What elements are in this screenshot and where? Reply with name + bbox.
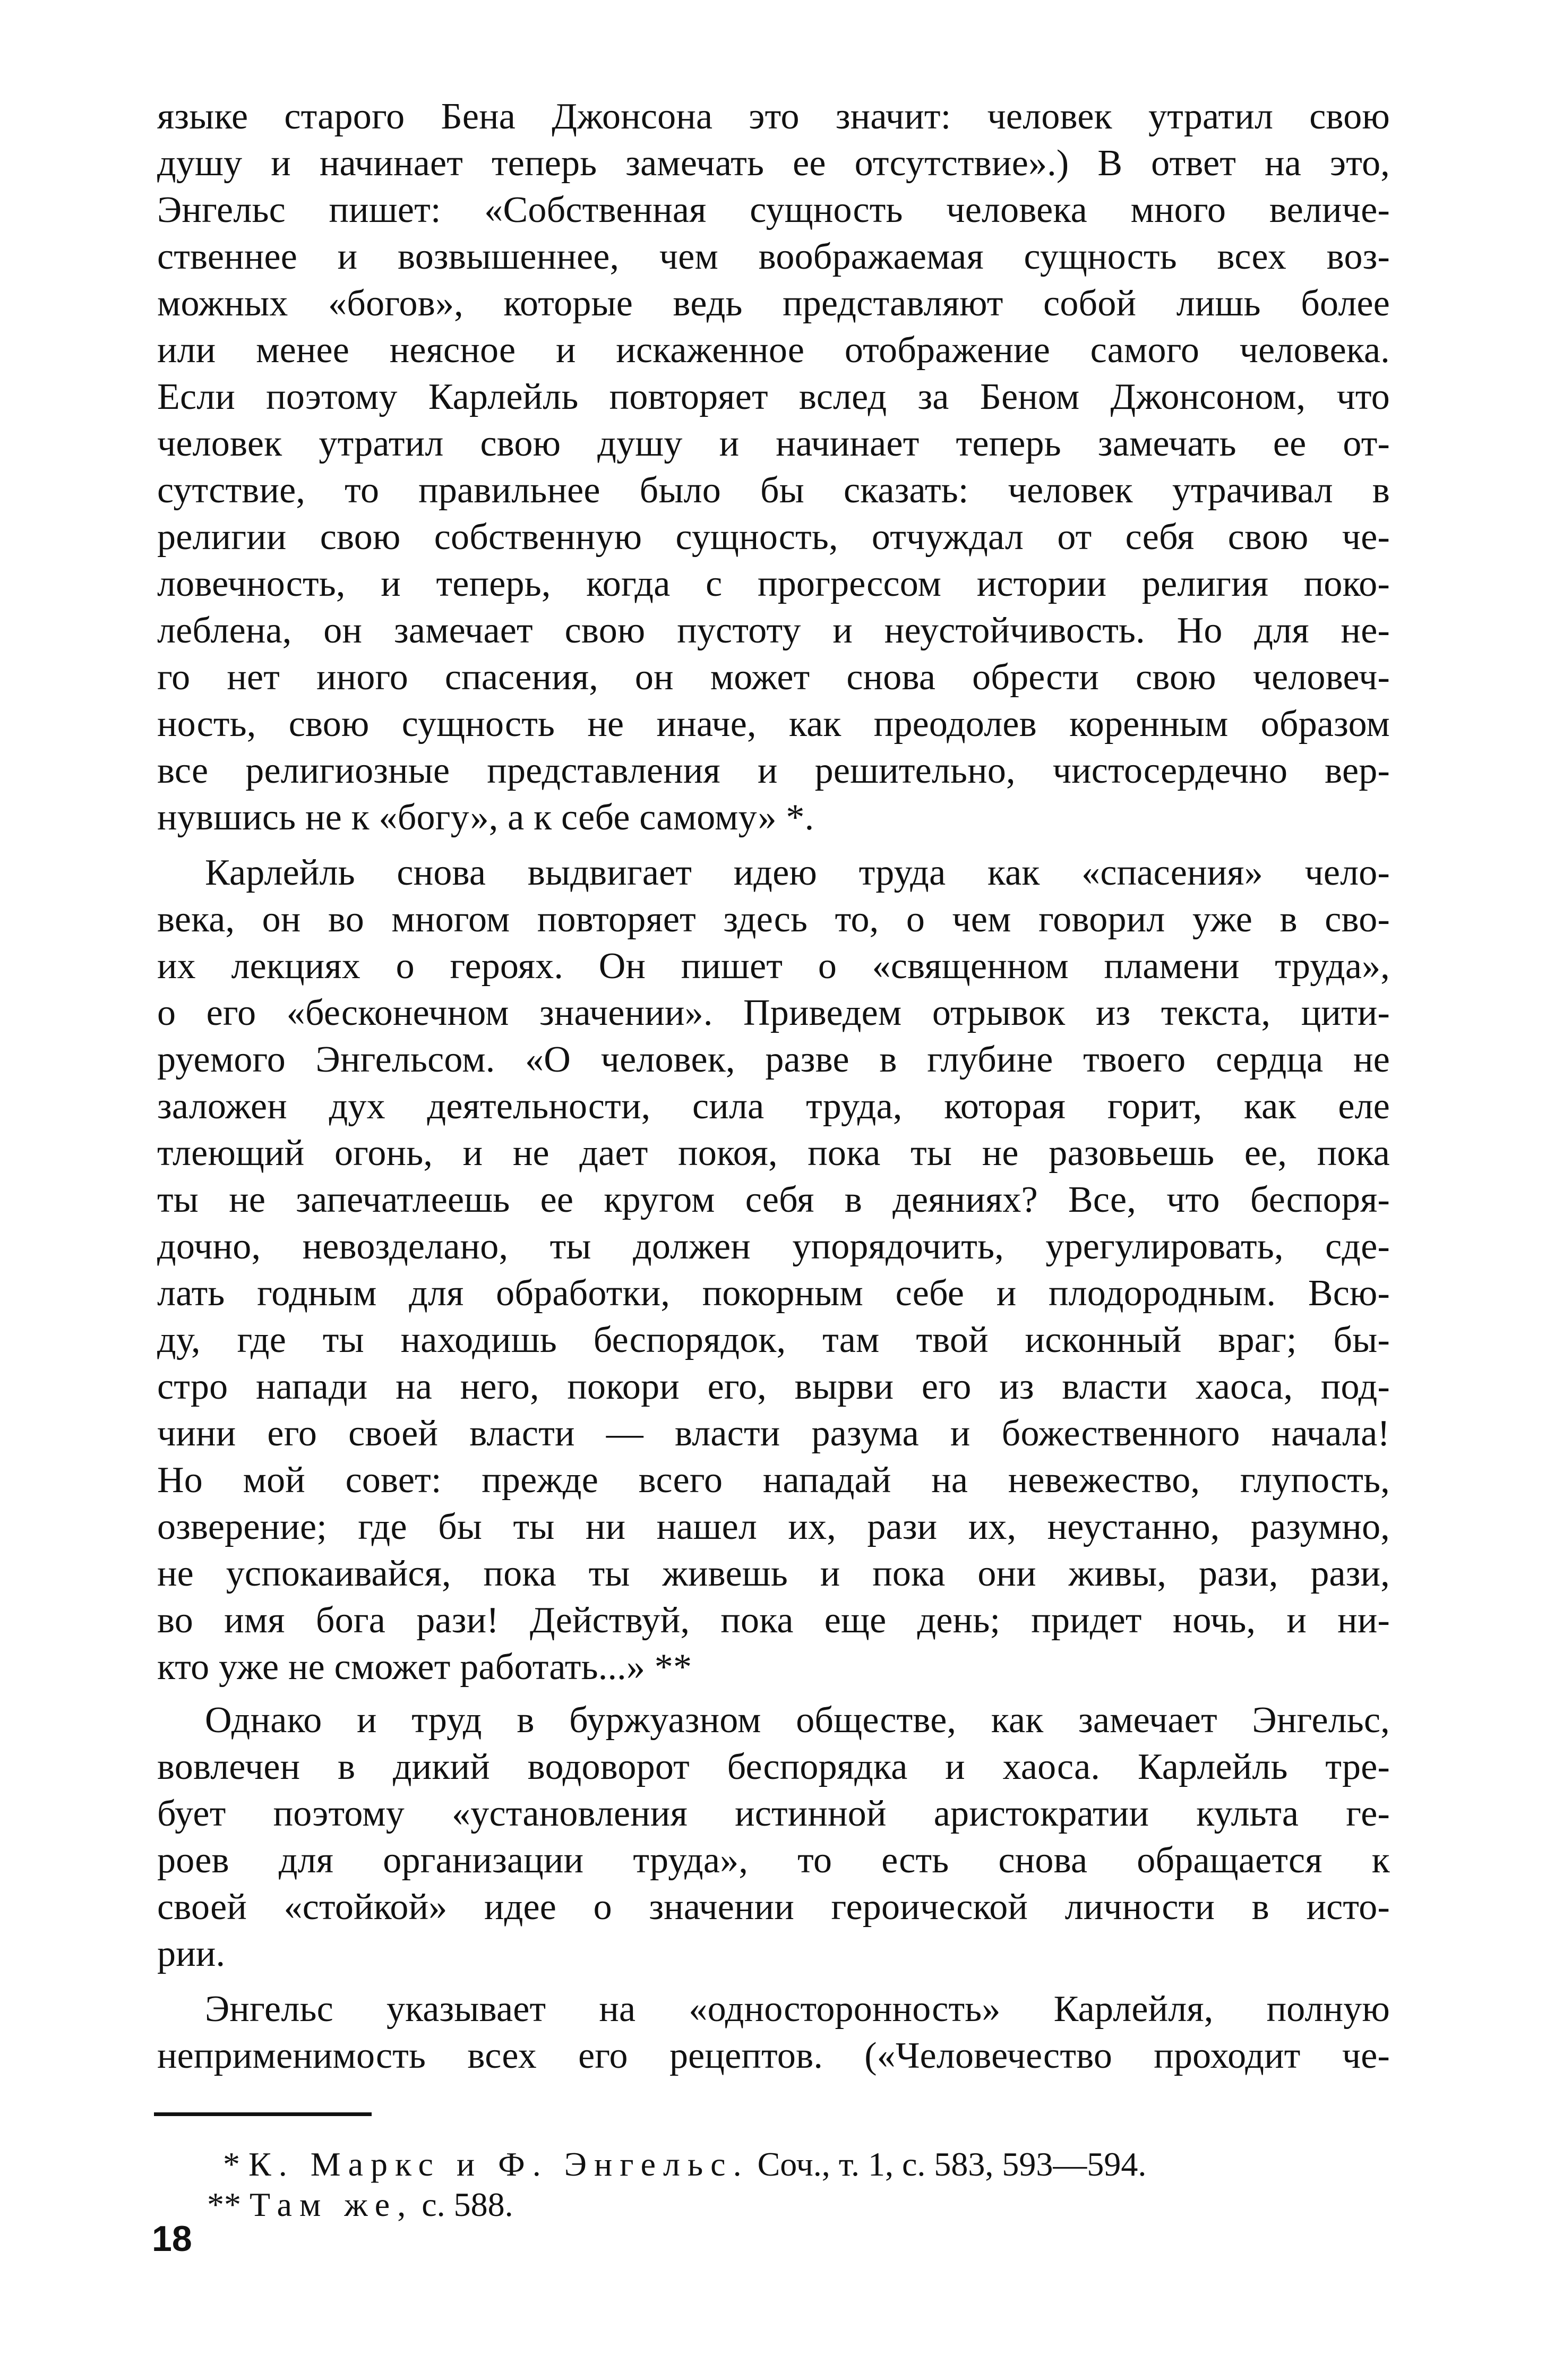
body-line: неприменимость всех его рецептов. («Человечество проходит че- <box>157 2035 1390 2076</box>
body-line: ственнее и возвышеннее, чем воображаемая сущность всех воз- <box>157 236 1390 277</box>
body-line: ловечность, и теперь, когда с прогрессом истории религия поко- <box>157 563 1390 604</box>
footnote-marker: ** <box>207 2186 241 2223</box>
footnote-2 <box>207 2184 513 2226</box>
footnote-citation: Соч., т. 1, с. 583, 593—594. <box>757 2145 1147 2183</box>
body-line: человек утратил свою душу и начинает теперь замечать ее от- <box>157 423 1390 464</box>
body-line: руемого Энгельсом. «О человек, разве в глубине твоего сердца не <box>157 1039 1390 1080</box>
body-line: озверение; где бы ты ни нашел их, рази их, неустанно, разумно, <box>157 1506 1390 1547</box>
body-line: тлеющий огонь, и не дает покоя, пока ты не разовьешь ее, пока <box>157 1133 1390 1174</box>
body-line: стро напади на него, покори его, вырви его из власти хаоса, под- <box>157 1366 1390 1407</box>
footnote-1 <box>223 2143 1146 2186</box>
body-line: во имя бога рази! Действуй, пока еще день; придет ночь, и ни- <box>157 1600 1390 1641</box>
body-line: века, он во многом повторяет здесь то, о чем говорил уже в сво- <box>157 899 1390 940</box>
footnote-ibid: Там же, <box>250 2186 414 2223</box>
footnote-divider <box>154 2112 372 2116</box>
body-line: нувшись не к «богу», а к себе самому» *. <box>157 797 814 838</box>
body-line: душу и начинает теперь замечать ее отсутствие».) В ответ на это, <box>157 143 1390 184</box>
body-line: все религиозные представления и решительно, чистосердечно вер- <box>157 750 1390 791</box>
body-line: или менее неясное и искаженное отображение самого человека. <box>157 330 1390 371</box>
body-line: сутствие, то правильнее было бы сказать: человек утрачивал в <box>157 470 1390 511</box>
body-line: ность, свою сущность не иначе, как преодолев коренным образом <box>157 704 1390 744</box>
body-line: их лекциях о героях. Он пишет о «священном пламени труда», <box>157 946 1390 987</box>
body-line: леблена, он замечает свою пустоту и неустойчивость. Но для не- <box>157 610 1390 651</box>
body-line: рии. <box>157 1933 226 1974</box>
paragraph-first-line: Карлейль снова выдвигает идею труда как «спасения» чело- <box>205 852 1390 893</box>
body-line: бует поэтому «установления истинной аристократии культа ге- <box>157 1793 1390 1834</box>
body-line: роев для организации труда», то есть снова обращается к <box>157 1840 1390 1881</box>
body-line: языке старого Бена Джонсона это значит: человек утратил свою <box>157 96 1390 137</box>
paragraph-first-line: Однако и труд в буржуазном обществе, как замечает Энгельс, <box>205 1700 1390 1741</box>
body-line: Но мой совет: прежде всего нападай на невежество, глупость, <box>157 1460 1390 1501</box>
body-line: дочно, невозделано, ты должен упорядочить, урегулировать, сде- <box>157 1226 1390 1267</box>
footnote-authors: К. Маркс и Ф. Энгельс. <box>248 2145 749 2183</box>
body-line: го нет иного спасения, он может снова обрести свою человеч- <box>157 657 1390 698</box>
body-line: ду, где ты находишь беспорядок, там твой исконный враг; бы- <box>157 1320 1390 1360</box>
body-line: не успокаивайся, пока ты живешь и пока они живы, рази, рази, <box>157 1553 1390 1594</box>
body-line: заложен дух деятельности, сила труда, которая горит, как еле <box>157 1086 1390 1127</box>
footnote-marker: * <box>223 2145 240 2183</box>
body-line: о его «бесконечном значении». Приведем отрывок из текста, цити- <box>157 992 1390 1033</box>
body-line: религии свою собственную сущность, отчуждал от себя свою че- <box>157 517 1390 558</box>
body-line: своей «стойкой» идее о значении героической личности в исто- <box>157 1887 1390 1928</box>
body-line: чини его своей власти — власти разума и божественного начала! <box>157 1413 1390 1454</box>
page-number: 18 <box>152 2219 192 2259</box>
paragraph-first-line: Энгельс указывает на «односторонность» Карлейля, полную <box>205 1989 1390 2030</box>
body-line: кто уже не сможет работать...» ** <box>157 1647 692 1688</box>
body-line: Энгельс пишет: «Собственная сущность человека много величе- <box>157 190 1390 230</box>
footnote-citation: с. 588. <box>422 2186 513 2223</box>
body-line: можных «богов», которые ведь представляют собой лишь более <box>157 283 1390 324</box>
body-line: вовлечен в дикий водоворот беспорядка и хаоса. Карлейль тре- <box>157 1747 1390 1787</box>
body-line: лать годным для обработки, покорным себе и плодородным. Всю- <box>157 1273 1390 1314</box>
body-line: ты не запечатлеешь ее кругом себя в деяниях? Все, что беспоря- <box>157 1179 1390 1220</box>
body-line: Если поэтому Карлейль повторяет вслед за Беном Джонсоном, что <box>157 376 1390 417</box>
